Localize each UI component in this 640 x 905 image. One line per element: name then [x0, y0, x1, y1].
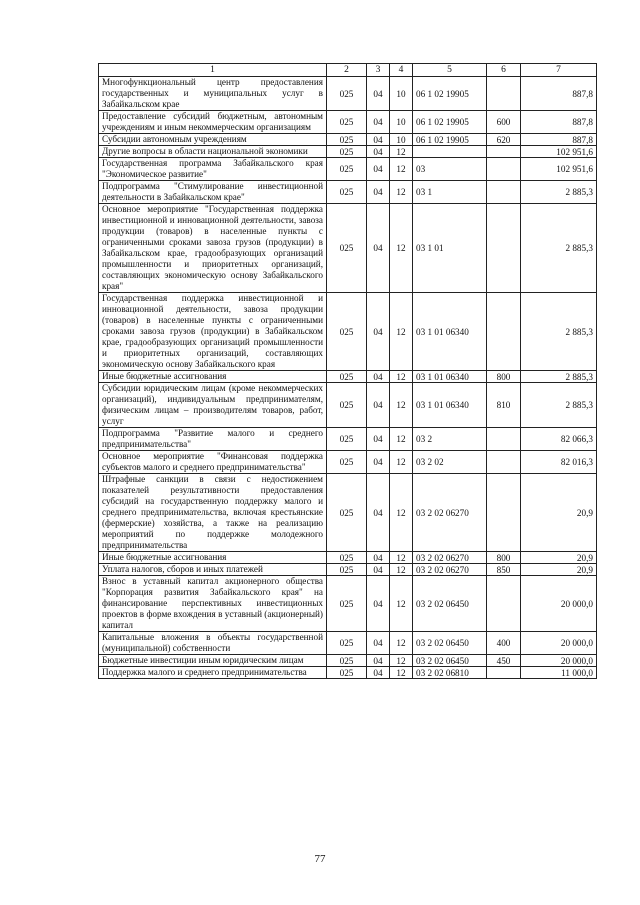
- row-vr-cell: 400: [487, 632, 521, 655]
- row-vr-cell: 620: [487, 134, 521, 146]
- header-cell: 2: [327, 64, 367, 77]
- header-cell: 1: [99, 64, 327, 77]
- row-name-cell: Государственная поддержка инвестиционной и инновационной деятельности, завоза продукции (товаров) в населенные пункты с ограниченными сроками завоза грузов (продукции) в Забайкальском крае, градообразующих организаций промышленности и приоритетных организаций, составляющих экономическую основу Забайкальского края: [99, 293, 327, 371]
- table-row: [99, 158, 597, 181]
- row-pr-cell: 12: [390, 564, 413, 576]
- row-pr-cell: 12: [390, 293, 413, 371]
- row-sum-cell: 20 000,0: [521, 655, 597, 667]
- row-csr-cell: 03: [413, 158, 487, 181]
- row-name-cell: Многофункциональный центр предоставления государственных и муниципальных услуг в Забайкальском крае: [99, 77, 327, 111]
- row-name-cell: Предоставление субсидий бюджетным, автономным учреждениям и иным некоммерческим организациям: [99, 111, 327, 134]
- row-rz-cell: 04: [367, 667, 390, 679]
- table-row: [99, 655, 597, 667]
- row-name-cell: Уплата налогов, сборов и иных платежей: [99, 564, 327, 576]
- header-cell: 5: [413, 64, 487, 77]
- row-gr-cell: 025: [327, 146, 367, 158]
- row-vr-cell: 800: [487, 371, 521, 383]
- row-rz-cell: 04: [367, 655, 390, 667]
- row-vr-cell: [487, 146, 521, 158]
- row-sum-cell: 20,9: [521, 552, 597, 564]
- table-row: [99, 293, 597, 371]
- row-pr-cell: 12: [390, 371, 413, 383]
- row-sum-cell: 20,9: [521, 564, 597, 576]
- row-gr-cell: 025: [327, 371, 367, 383]
- row-csr-cell: 03 2 02 06450: [413, 576, 487, 632]
- row-rz-cell: 04: [367, 158, 390, 181]
- row-gr-cell: 025: [327, 632, 367, 655]
- table-row: [99, 564, 597, 576]
- row-sum-cell: 2 885,3: [521, 181, 597, 204]
- row-vr-cell: 850: [487, 564, 521, 576]
- row-csr-cell: 03 2 02 06270: [413, 564, 487, 576]
- row-name-cell: Подпрограмма "Стимулирование инвестиционной деятельности в Забайкальском крае": [99, 181, 327, 204]
- row-gr-cell: 025: [327, 111, 367, 134]
- row-name-cell: Иные бюджетные ассигнования: [99, 552, 327, 564]
- row-csr-cell: 06 1 02 19905: [413, 77, 487, 111]
- header-cell: 7: [521, 64, 597, 77]
- budget-table: [98, 63, 597, 679]
- row-gr-cell: 025: [327, 428, 367, 451]
- table-row: [99, 428, 597, 451]
- table-row: [99, 146, 597, 158]
- row-name-cell: Субсидии автономным учреждениям: [99, 134, 327, 146]
- row-sum-cell: 82 066,3: [521, 428, 597, 451]
- row-name-cell: Основное мероприятие "Финансовая поддержка субъектов малого и среднего предпринимательства": [99, 451, 327, 474]
- row-csr-cell: 03 1 01 06340: [413, 371, 487, 383]
- row-sum-cell: 82 016,3: [521, 451, 597, 474]
- row-csr-cell: 03 2 02 06450: [413, 632, 487, 655]
- row-sum-cell: 2 885,3: [521, 371, 597, 383]
- header-cell: 4: [390, 64, 413, 77]
- row-pr-cell: 12: [390, 667, 413, 679]
- row-csr-cell: 06 1 02 19905: [413, 134, 487, 146]
- table-row: [99, 576, 597, 632]
- page-number: 77: [314, 853, 326, 865]
- row-pr-cell: 12: [390, 576, 413, 632]
- row-vr-cell: [487, 428, 521, 451]
- row-pr-cell: 12: [390, 428, 413, 451]
- row-sum-cell: 2 885,3: [521, 293, 597, 371]
- row-vr-cell: [487, 293, 521, 371]
- row-pr-cell: 10: [390, 134, 413, 146]
- row-csr-cell: 03 2 02 06270: [413, 474, 487, 552]
- table-row: [99, 383, 597, 428]
- row-sum-cell: 887,8: [521, 134, 597, 146]
- row-sum-cell: 11 000,0: [521, 667, 597, 679]
- row-name-cell: Государственная программа Забайкальского края "Экономическое развитие": [99, 158, 327, 181]
- budget-table-container: [98, 63, 596, 679]
- row-name-cell: Штрафные санкции в связи с недостижением показателей результативности предоставления субсидий на государственную поддержку малого и среднего предпринимательства, включая крестьянские (фермерские) хозяйства, а также на реализацию мероприятий по поддержке молодежного предпринимательства: [99, 474, 327, 552]
- row-sum-cell: 887,8: [521, 77, 597, 111]
- row-sum-cell: 20,9: [521, 474, 597, 552]
- row-pr-cell: 12: [390, 158, 413, 181]
- row-sum-cell: 2 885,3: [521, 383, 597, 428]
- row-pr-cell: 12: [390, 552, 413, 564]
- row-rz-cell: 04: [367, 564, 390, 576]
- row-pr-cell: 12: [390, 655, 413, 667]
- row-gr-cell: 025: [327, 655, 367, 667]
- row-sum-cell: 887,8: [521, 111, 597, 134]
- row-gr-cell: 025: [327, 564, 367, 576]
- row-gr-cell: 025: [327, 77, 367, 111]
- row-rz-cell: 04: [367, 576, 390, 632]
- table-row: [99, 77, 597, 111]
- row-name-cell: Поддержка малого и среднего предпринимательства: [99, 667, 327, 679]
- row-csr-cell: 03 2 02 06810: [413, 667, 487, 679]
- row-name-cell: Субсидии юридическим лицам (кроме некоммерческих организаций), индивидуальным предпринимателям, физическим лицам – производителям товаров, работ, услуг: [99, 383, 327, 428]
- row-rz-cell: 04: [367, 204, 390, 293]
- row-pr-cell: 12: [390, 383, 413, 428]
- row-gr-cell: 025: [327, 134, 367, 146]
- row-gr-cell: 025: [327, 383, 367, 428]
- row-name-cell: Капитальные вложения в объекты государственной (муниципальной) собственности: [99, 632, 327, 655]
- table-row: [99, 181, 597, 204]
- table-row: [99, 371, 597, 383]
- row-csr-cell: 03 1: [413, 181, 487, 204]
- row-csr-cell: 03 1 01 06340: [413, 293, 487, 371]
- row-vr-cell: [487, 158, 521, 181]
- row-pr-cell: 12: [390, 181, 413, 204]
- table-row: [99, 474, 597, 552]
- table-row: [99, 111, 597, 134]
- row-pr-cell: 10: [390, 77, 413, 111]
- row-name-cell: Подпрограмма "Развитие малого и среднего предпринимательства": [99, 428, 327, 451]
- table-row: [99, 204, 597, 293]
- row-rz-cell: 04: [367, 552, 390, 564]
- row-sum-cell: 102 951,6: [521, 146, 597, 158]
- row-rz-cell: 04: [367, 77, 390, 111]
- table-row: [99, 632, 597, 655]
- row-rz-cell: 04: [367, 111, 390, 134]
- row-vr-cell: [487, 451, 521, 474]
- row-sum-cell: 102 951,6: [521, 158, 597, 181]
- row-name-cell: Взнос в уставный капитал акционерного общества "Корпорация развития Забайкальского края" на финансирование перспективных инвестиционных проектов в форме вхождения в уставный (акционерный) капитал: [99, 576, 327, 632]
- table-row: [99, 667, 597, 679]
- row-rz-cell: 04: [367, 383, 390, 428]
- row-vr-cell: [487, 181, 521, 204]
- row-pr-cell: 12: [390, 632, 413, 655]
- row-pr-cell: 12: [390, 451, 413, 474]
- table-row: [99, 552, 597, 564]
- row-rz-cell: 04: [367, 146, 390, 158]
- row-pr-cell: 12: [390, 146, 413, 158]
- row-gr-cell: 025: [327, 552, 367, 564]
- row-sum-cell: 20 000,0: [521, 632, 597, 655]
- row-rz-cell: 04: [367, 428, 390, 451]
- row-csr-cell: 03 2 02 06270: [413, 552, 487, 564]
- row-gr-cell: 025: [327, 576, 367, 632]
- row-vr-cell: [487, 474, 521, 552]
- row-vr-cell: [487, 667, 521, 679]
- row-gr-cell: 025: [327, 204, 367, 293]
- row-csr-cell: 03 1 01 06340: [413, 383, 487, 428]
- row-name-cell: Бюджетные инвестиции иным юридическим лицам: [99, 655, 327, 667]
- row-csr-cell: 03 2 02 06450: [413, 655, 487, 667]
- table-row: [99, 134, 597, 146]
- row-rz-cell: 04: [367, 451, 390, 474]
- row-gr-cell: 025: [327, 667, 367, 679]
- row-csr-cell: [413, 146, 487, 158]
- row-rz-cell: 04: [367, 474, 390, 552]
- header-cell: 3: [367, 64, 390, 77]
- row-csr-cell: 06 1 02 19905: [413, 111, 487, 134]
- row-vr-cell: 800: [487, 552, 521, 564]
- header-row: [99, 64, 597, 77]
- row-gr-cell: 025: [327, 451, 367, 474]
- row-vr-cell: [487, 204, 521, 293]
- row-sum-cell: 2 885,3: [521, 204, 597, 293]
- row-vr-cell: [487, 576, 521, 632]
- row-gr-cell: 025: [327, 181, 367, 204]
- row-pr-cell: 10: [390, 111, 413, 134]
- row-csr-cell: 03 1 01: [413, 204, 487, 293]
- row-rz-cell: 04: [367, 632, 390, 655]
- row-rz-cell: 04: [367, 293, 390, 371]
- row-name-cell: Иные бюджетные ассигнования: [99, 371, 327, 383]
- row-pr-cell: 12: [390, 474, 413, 552]
- row-vr-cell: [487, 77, 521, 111]
- row-csr-cell: 03 2 02: [413, 451, 487, 474]
- row-gr-cell: 025: [327, 474, 367, 552]
- row-gr-cell: 025: [327, 293, 367, 371]
- row-sum-cell: 20 000,0: [521, 576, 597, 632]
- row-name-cell: Другие вопросы в области национальной экономики: [99, 146, 327, 158]
- row-pr-cell: 12: [390, 204, 413, 293]
- row-vr-cell: 450: [487, 655, 521, 667]
- row-csr-cell: 03 2: [413, 428, 487, 451]
- row-rz-cell: 04: [367, 181, 390, 204]
- header-cell: 6: [487, 64, 521, 77]
- row-rz-cell: 04: [367, 134, 390, 146]
- row-vr-cell: 810: [487, 383, 521, 428]
- row-rz-cell: 04: [367, 371, 390, 383]
- table-row: [99, 451, 597, 474]
- row-gr-cell: 025: [327, 158, 367, 181]
- row-vr-cell: 600: [487, 111, 521, 134]
- row-name-cell: Основное мероприятие "Государственная поддержка инвестиционной и инновационной деятельности, завоза продукции (товаров) в населенные пункты с ограниченными сроками завоза грузов (продукции) в Забайкальском крае, градообразующих организаций промышленности и приоритетных организаций, составляющих экономическую основу Забайкальского края": [99, 204, 327, 293]
